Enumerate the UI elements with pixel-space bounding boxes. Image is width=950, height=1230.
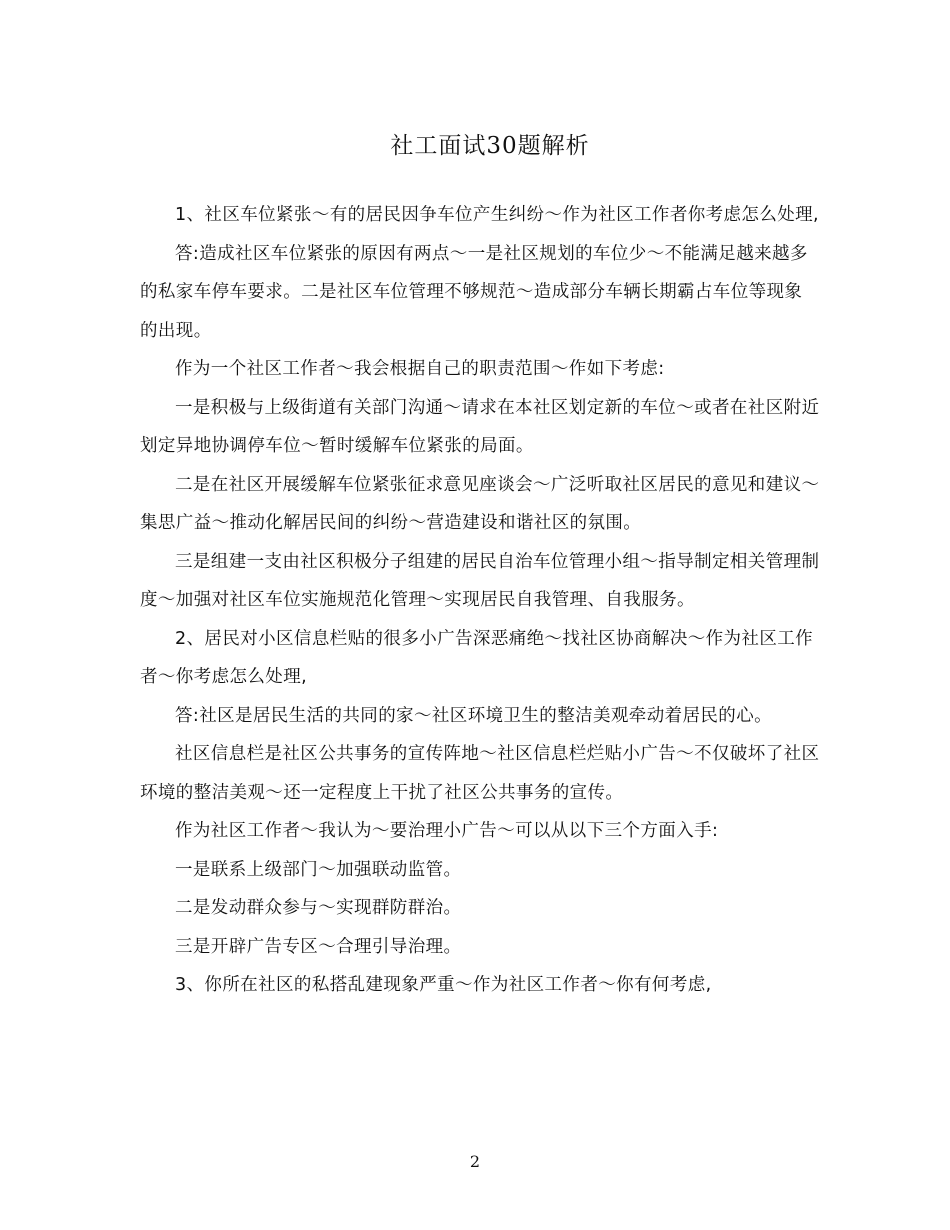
- paragraph-a2-context: 社区信息栏是社区公共事务的宣传阵地～社区信息栏烂贴小广告～不仅破坏了社区环境的整洁美观～还一定程度上干扰了社区公共事务的宣传。: [140, 744, 820, 803]
- paragraph-q3: 3、你所在社区的私搭乱建现象严重～作为社区工作者～你有何考虑,: [175, 975, 712, 995]
- paragraph-a1-intro: 作为一个社区工作者～我会根据自己的职责范围～作如下考虑:: [175, 359, 665, 379]
- paragraph-a2-point1: 一是联系上级部门～加强联动监管。: [175, 859, 462, 880]
- document-body: [140, 196, 820, 1005]
- paragraph-a2-approach: 作为社区工作者～我认为～要治理小广告～可以从以下三个方面入手:: [175, 821, 719, 841]
- page-number: 2: [469, 1152, 481, 1171]
- paragraph-a2-point3: 三是开辟广告专区～合理引导治理。: [175, 936, 462, 957]
- paragraph-a1-point3: 三是组建一支由社区积极分子组建的居民自治车位管理小组～指导制定相关管理制度～加强对社区车位实施规范化管理～实现居民自我管理、自我服务。: [140, 551, 820, 610]
- document-title: 社工面试30题解析: [390, 133, 590, 159]
- paragraph-a2-point2: 二是发动群众参与～实现群防群治。: [175, 898, 462, 918]
- paragraph-q1: 1、社区车位紧张～有的居民因争车位产生纠纷～作为社区工作者你考虑怎么处理,: [175, 205, 819, 225]
- paragraph-a1-point1: 一是积极与上级街道有关部门沟通～请求在本社区划定新的车位～或者在社区附近划定异地协调停车位～暂时缓解车位紧张的局面。: [140, 397, 820, 456]
- paragraph-q2: 2、居民对小区信息栏贴的很多小广告深恶痛绝～找社区协商解决～作为社区工作者～你考虑怎么处理,: [140, 628, 814, 687]
- paragraph-a1-point2: 二是在社区开展缓解车位紧张征求意见座谈会～广泛听取社区居民的意见和建议～集思广益～推动化解居民间的纠纷～营造建设和谐社区的氛围。: [140, 474, 820, 533]
- paragraph-a1-causes: 答:造成社区车位紧张的原因有两点～一是社区规划的车位少～不能满足越来越多的私家车停车要求。二是社区车位管理不够规范～造成部分车辆长期霸占车位等现象的出现。: [140, 243, 808, 341]
- paragraph-a2-intro: 答:社区是居民生活的共同的家～社区环境卫生的整洁美观牵动着居民的心。: [175, 705, 772, 726]
